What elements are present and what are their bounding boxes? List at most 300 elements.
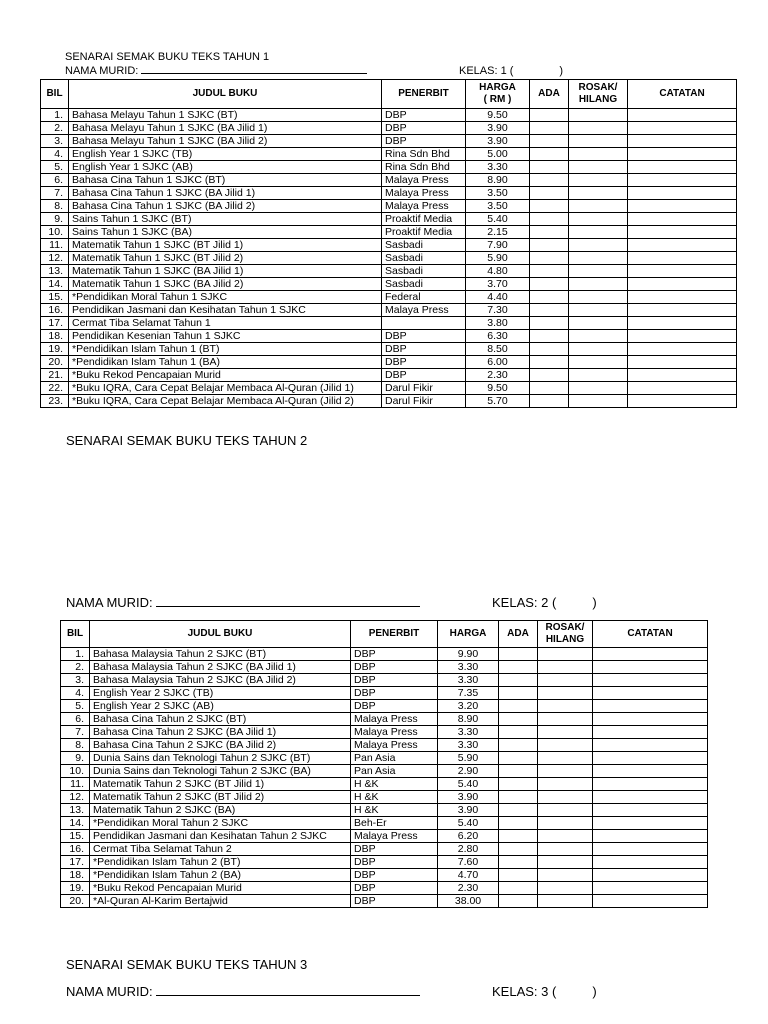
- cell-rosak-hilang[interactable]: [569, 200, 628, 213]
- cell-penerbit: Pan Asia: [351, 752, 438, 765]
- cell-ada[interactable]: [530, 356, 569, 369]
- cell-catatan[interactable]: [628, 187, 737, 200]
- cell-catatan[interactable]: [593, 648, 708, 661]
- cell-rosak-hilang[interactable]: [569, 265, 628, 278]
- cell-harga: 7.30: [466, 304, 530, 317]
- cell-rosak-hilang[interactable]: [538, 804, 593, 817]
- cell-catatan[interactable]: [628, 356, 737, 369]
- th-bil: BIL: [41, 80, 69, 109]
- cell-penerbit: H &K: [351, 791, 438, 804]
- cell-rosak-hilang[interactable]: [538, 661, 593, 674]
- cell-judul: Matematik Tahun 1 SJKC (BA Jilid 1): [69, 265, 382, 278]
- cell-judul: *Buku Rekod Pencapaian Murid: [69, 369, 382, 382]
- cell-rosak-hilang[interactable]: [569, 356, 628, 369]
- cell-rosak-hilang[interactable]: [569, 239, 628, 252]
- cell-bil: 20.: [41, 356, 69, 369]
- cell-rosak-hilang[interactable]: [569, 395, 628, 408]
- cell-penerbit: Malaya Press: [351, 830, 438, 843]
- cell-harga: 9.50: [466, 382, 530, 395]
- cell-catatan[interactable]: [628, 239, 737, 252]
- table-row: [41, 148, 737, 161]
- table-row: [41, 213, 737, 226]
- cell-bil: 15.: [41, 291, 69, 304]
- cell-ada[interactable]: [499, 843, 538, 856]
- cell-rosak-hilang[interactable]: [538, 778, 593, 791]
- cell-bil: 17.: [41, 317, 69, 330]
- cell-rosak-hilang[interactable]: [569, 122, 628, 135]
- cell-judul: Matematik Tahun 1 SJKC (BA Jilid 2): [69, 278, 382, 291]
- cell-rosak-hilang[interactable]: [538, 817, 593, 830]
- tahun3-nama-murid: [66, 984, 420, 999]
- cell-ada[interactable]: [530, 317, 569, 330]
- cell-bil: 4.: [61, 687, 90, 700]
- cell-judul: *Pendidikan Moral Tahun 2 SJKC: [90, 817, 351, 830]
- cell-catatan[interactable]: [593, 830, 708, 843]
- cell-rosak-hilang[interactable]: [569, 161, 628, 174]
- cell-catatan[interactable]: [628, 291, 737, 304]
- th-harga: HARGA: [438, 621, 499, 648]
- cell-judul: English Year 2 SJKC (TB): [90, 687, 351, 700]
- cell-rosak-hilang[interactable]: [569, 135, 628, 148]
- cell-bil: 9.: [61, 752, 90, 765]
- cell-rosak-hilang[interactable]: [538, 674, 593, 687]
- cell-bil: 6.: [41, 174, 69, 187]
- cell-judul: Bahasa Cina Tahun 1 SJKC (BT): [69, 174, 382, 187]
- cell-catatan[interactable]: [593, 752, 708, 765]
- th-rosak-2: HILANG: [545, 634, 585, 645]
- cell-penerbit: DBP: [351, 674, 438, 687]
- cell-ada[interactable]: [530, 109, 569, 122]
- cell-rosak-hilang[interactable]: [569, 252, 628, 265]
- cell-catatan[interactable]: [593, 791, 708, 804]
- cell-ada[interactable]: [530, 304, 569, 317]
- cell-judul: *Pendidikan Islam Tahun 2 (BT): [90, 856, 351, 869]
- tahun3-kelas-label: KELAS: 3 (: [492, 984, 557, 999]
- cell-catatan[interactable]: [628, 122, 737, 135]
- cell-judul: Bahasa Melayu Tahun 1 SJKC (BA Jilid 1): [69, 122, 382, 135]
- cell-catatan[interactable]: [628, 226, 737, 239]
- cell-rosak-hilang[interactable]: [538, 869, 593, 882]
- cell-harga: 6.00: [466, 356, 530, 369]
- cell-ada[interactable]: [499, 726, 538, 739]
- cell-judul: Bahasa Malaysia Tahun 2 SJKC (BT): [90, 648, 351, 661]
- cell-judul: Cermat Tiba Selamat Tahun 1: [69, 317, 382, 330]
- cell-rosak-hilang[interactable]: [538, 765, 593, 778]
- cell-ada[interactable]: [530, 148, 569, 161]
- cell-judul: Pendidikan Kesenian Tahun 1 SJKC: [69, 330, 382, 343]
- cell-catatan[interactable]: [628, 148, 737, 161]
- cell-rosak-hilang[interactable]: [569, 174, 628, 187]
- tahun1-table: [40, 79, 737, 408]
- cell-harga: 2.30: [438, 882, 499, 895]
- cell-penerbit: Rina Sdn Bhd: [382, 161, 466, 174]
- cell-catatan[interactable]: [628, 174, 737, 187]
- cell-ada[interactable]: [530, 174, 569, 187]
- cell-ada[interactable]: [530, 291, 569, 304]
- cell-penerbit: DBP: [351, 648, 438, 661]
- cell-harga: 3.30: [438, 661, 499, 674]
- cell-bil: 20.: [61, 895, 90, 908]
- cell-rosak-hilang[interactable]: [538, 726, 593, 739]
- table-row: [41, 174, 737, 187]
- cell-catatan[interactable]: [593, 804, 708, 817]
- cell-ada[interactable]: [530, 265, 569, 278]
- cell-harga: 3.30: [438, 739, 499, 752]
- cell-penerbit: DBP: [382, 356, 466, 369]
- cell-penerbit: Malaya Press: [382, 174, 466, 187]
- cell-harga: 5.70: [466, 395, 530, 408]
- table-row: [41, 109, 737, 122]
- cell-penerbit: Sasbadi: [382, 265, 466, 278]
- cell-bil: 13.: [61, 804, 90, 817]
- cell-penerbit: DBP: [351, 895, 438, 908]
- cell-bil: 2.: [61, 661, 90, 674]
- cell-catatan[interactable]: [628, 304, 737, 317]
- table-row: [61, 817, 708, 830]
- cell-harga: 3.80: [466, 317, 530, 330]
- cell-rosak-hilang[interactable]: [538, 648, 593, 661]
- cell-judul: Matematik Tahun 2 SJKC (BA): [90, 804, 351, 817]
- cell-rosak-hilang[interactable]: [569, 369, 628, 382]
- cell-catatan[interactable]: [593, 765, 708, 778]
- th-ada: ADA: [530, 80, 569, 109]
- th-rosak-1: ROSAK/: [545, 622, 585, 633]
- cell-catatan[interactable]: [593, 674, 708, 687]
- table-row: [61, 700, 708, 713]
- cell-catatan[interactable]: [593, 869, 708, 882]
- th-catatan: CATATAN: [628, 80, 737, 109]
- table-row: [41, 343, 737, 356]
- table-row: [61, 661, 708, 674]
- table-row: [41, 161, 737, 174]
- cell-ada[interactable]: [499, 895, 538, 908]
- cell-catatan[interactable]: [628, 395, 737, 408]
- cell-penerbit: Proaktif Media: [382, 226, 466, 239]
- cell-rosak-hilang[interactable]: [538, 700, 593, 713]
- cell-harga: 2.80: [438, 843, 499, 856]
- cell-harga: 38.00: [438, 895, 499, 908]
- table-row: [41, 265, 737, 278]
- cell-judul: *Buku Rekod Pencapaian Murid: [90, 882, 351, 895]
- cell-harga: 3.30: [438, 674, 499, 687]
- cell-judul: Dunia Sains dan Teknologi Tahun 2 SJKC (BT): [90, 752, 351, 765]
- cell-judul: *Pendidikan Islam Tahun 1 (BA): [69, 356, 382, 369]
- table-row: [41, 356, 737, 369]
- cell-ada[interactable]: [530, 135, 569, 148]
- table-row: [61, 869, 708, 882]
- cell-penerbit: Malaya Press: [382, 200, 466, 213]
- cell-bil: 12.: [41, 252, 69, 265]
- tahun1-title: SENARAI SEMAK BUKU TEKS TAHUN 1: [65, 51, 270, 63]
- cell-harga: 3.30: [466, 161, 530, 174]
- cell-bil: 1.: [61, 648, 90, 661]
- table-row: [61, 882, 708, 895]
- cell-penerbit: Malaya Press: [351, 713, 438, 726]
- cell-ada[interactable]: [499, 869, 538, 882]
- cell-catatan[interactable]: [593, 713, 708, 726]
- cell-bil: 3.: [61, 674, 90, 687]
- table-row: [61, 843, 708, 856]
- cell-ada[interactable]: [499, 882, 538, 895]
- cell-judul: Bahasa Malaysia Tahun 2 SJKC (BA Jilid 1): [90, 661, 351, 674]
- cell-bil: 6.: [61, 713, 90, 726]
- cell-ada[interactable]: [499, 687, 538, 700]
- cell-rosak-hilang[interactable]: [569, 304, 628, 317]
- table-row: [41, 226, 737, 239]
- cell-judul: Cermat Tiba Selamat Tahun 2: [90, 843, 351, 856]
- cell-bil: 19.: [41, 343, 69, 356]
- table-row: [41, 135, 737, 148]
- cell-judul: *Pendidikan Islam Tahun 1 (BT): [69, 343, 382, 356]
- cell-ada[interactable]: [499, 739, 538, 752]
- cell-ada[interactable]: [530, 252, 569, 265]
- cell-ada[interactable]: [530, 343, 569, 356]
- cell-bil: 9.: [41, 213, 69, 226]
- tahun1-nama-line[interactable]: [141, 73, 367, 74]
- cell-ada[interactable]: [530, 161, 569, 174]
- table-row: [61, 752, 708, 765]
- cell-judul: Bahasa Cina Tahun 2 SJKC (BT): [90, 713, 351, 726]
- cell-bil: 2.: [41, 122, 69, 135]
- table-row: [61, 856, 708, 869]
- cell-rosak-hilang[interactable]: [538, 791, 593, 804]
- cell-ada[interactable]: [499, 765, 538, 778]
- cell-penerbit: DBP: [351, 843, 438, 856]
- cell-ada[interactable]: [530, 239, 569, 252]
- cell-judul: Bahasa Cina Tahun 2 SJKC (BA Jilid 2): [90, 739, 351, 752]
- cell-ada[interactable]: [499, 752, 538, 765]
- table-row: [41, 239, 737, 252]
- cell-rosak-hilang[interactable]: [538, 830, 593, 843]
- cell-catatan[interactable]: [593, 726, 708, 739]
- cell-rosak-hilang[interactable]: [569, 148, 628, 161]
- cell-catatan[interactable]: [628, 382, 737, 395]
- cell-bil: 1.: [41, 109, 69, 122]
- cell-catatan[interactable]: [628, 135, 737, 148]
- cell-rosak-hilang[interactable]: [538, 843, 593, 856]
- th-judul: JUDUL BUKU: [69, 80, 382, 109]
- cell-judul: Bahasa Melayu Tahun 1 SJKC (BA Jilid 2): [69, 135, 382, 148]
- th-rosak-1: ROSAK/: [578, 82, 618, 93]
- cell-rosak-hilang[interactable]: [569, 109, 628, 122]
- tahun2-nama-label: NAMA MURID:: [66, 595, 153, 610]
- th-judul: JUDUL BUKU: [90, 621, 351, 648]
- cell-rosak-hilang[interactable]: [569, 278, 628, 291]
- tahun1-nama-murid: [65, 65, 367, 77]
- cell-bil: 11.: [41, 239, 69, 252]
- cell-penerbit: DBP: [351, 661, 438, 674]
- cell-catatan[interactable]: [593, 817, 708, 830]
- cell-catatan[interactable]: [628, 343, 737, 356]
- tahun2-nama-line[interactable]: [156, 606, 420, 607]
- cell-harga: 5.40: [438, 778, 499, 791]
- table-row: [61, 674, 708, 687]
- tahun1-nama-label: NAMA MURID:: [65, 65, 139, 77]
- cell-catatan[interactable]: [628, 161, 737, 174]
- cell-rosak-hilang[interactable]: [538, 687, 593, 700]
- cell-harga: 8.90: [438, 713, 499, 726]
- cell-harga: 3.90: [438, 791, 499, 804]
- cell-judul: Matematik Tahun 2 SJKC (BT Jilid 1): [90, 778, 351, 791]
- cell-catatan[interactable]: [628, 252, 737, 265]
- tahun3-kelas-close: ): [592, 984, 597, 999]
- cell-bil: 14.: [41, 278, 69, 291]
- cell-ada[interactable]: [530, 122, 569, 135]
- cell-catatan[interactable]: [593, 661, 708, 674]
- cell-judul: Bahasa Malaysia Tahun 2 SJKC (BA Jilid 2): [90, 674, 351, 687]
- cell-ada[interactable]: [499, 700, 538, 713]
- cell-bil: 21.: [41, 369, 69, 382]
- cell-harga: 7.90: [466, 239, 530, 252]
- cell-ada[interactable]: [499, 778, 538, 791]
- cell-penerbit: Darul Fikir: [382, 382, 466, 395]
- cell-harga: 3.50: [466, 200, 530, 213]
- cell-judul: Sains Tahun 1 SJKC (BA): [69, 226, 382, 239]
- cell-ada[interactable]: [499, 648, 538, 661]
- cell-catatan[interactable]: [628, 213, 737, 226]
- cell-harga: 7.60: [438, 856, 499, 869]
- cell-ada[interactable]: [499, 713, 538, 726]
- cell-catatan[interactable]: [628, 109, 737, 122]
- cell-ada[interactable]: [499, 817, 538, 830]
- cell-bil: 12.: [61, 791, 90, 804]
- cell-catatan[interactable]: [593, 895, 708, 908]
- th-bil: BIL: [61, 621, 90, 648]
- tahun3-nama-line[interactable]: [156, 995, 420, 996]
- cell-bil: 8.: [61, 739, 90, 752]
- cell-catatan[interactable]: [628, 369, 737, 382]
- cell-harga: 5.40: [438, 817, 499, 830]
- tahun3-kelas: [492, 984, 597, 999]
- cell-ada[interactable]: [530, 200, 569, 213]
- cell-ada[interactable]: [530, 226, 569, 239]
- cell-rosak-hilang[interactable]: [538, 713, 593, 726]
- cell-rosak-hilang[interactable]: [538, 882, 593, 895]
- cell-ada[interactable]: [499, 856, 538, 869]
- tahun2-title: SENARAI SEMAK BUKU TEKS TAHUN 2: [66, 433, 308, 448]
- cell-rosak-hilang[interactable]: [569, 291, 628, 304]
- table-row: [41, 187, 737, 200]
- cell-penerbit: Sasbadi: [382, 278, 466, 291]
- cell-harga: 2.15: [466, 226, 530, 239]
- cell-bil: 8.: [41, 200, 69, 213]
- table-row: [41, 122, 737, 135]
- cell-catatan[interactable]: [593, 843, 708, 856]
- cell-harga: 3.70: [466, 278, 530, 291]
- cell-ada[interactable]: [530, 187, 569, 200]
- tahun1-kelas: [459, 65, 563, 77]
- cell-ada[interactable]: [499, 661, 538, 674]
- cell-judul: *Buku IQRA, Cara Cepat Belajar Membaca Al-Quran (Jilid 2): [69, 395, 382, 408]
- cell-catatan[interactable]: [593, 882, 708, 895]
- cell-rosak-hilang[interactable]: [569, 330, 628, 343]
- cell-ada[interactable]: [499, 830, 538, 843]
- cell-penerbit: DBP: [382, 122, 466, 135]
- cell-harga: 3.20: [438, 700, 499, 713]
- th-harga: [466, 80, 530, 109]
- cell-harga: 6.20: [438, 830, 499, 843]
- cell-rosak-hilang[interactable]: [538, 895, 593, 908]
- cell-rosak-hilang[interactable]: [569, 317, 628, 330]
- cell-rosak-hilang[interactable]: [569, 187, 628, 200]
- cell-ada[interactable]: [499, 791, 538, 804]
- cell-catatan[interactable]: [593, 739, 708, 752]
- cell-catatan[interactable]: [628, 317, 737, 330]
- cell-rosak-hilang[interactable]: [538, 752, 593, 765]
- th-rosak: [569, 80, 628, 109]
- cell-rosak-hilang[interactable]: [538, 856, 593, 869]
- cell-rosak-hilang[interactable]: [569, 343, 628, 356]
- cell-ada[interactable]: [530, 382, 569, 395]
- table-row: [41, 200, 737, 213]
- cell-rosak-hilang[interactable]: [538, 739, 593, 752]
- cell-ada[interactable]: [530, 278, 569, 291]
- cell-catatan[interactable]: [593, 687, 708, 700]
- cell-ada[interactable]: [499, 804, 538, 817]
- table-row: [61, 765, 708, 778]
- cell-judul: English Year 1 SJKC (AB): [69, 161, 382, 174]
- cell-ada[interactable]: [530, 213, 569, 226]
- table-row: [41, 330, 737, 343]
- table-row: [41, 304, 737, 317]
- tahun2-kelas: [492, 595, 597, 610]
- th-penerbit: PENERBIT: [351, 621, 438, 648]
- cell-penerbit: Malaya Press: [382, 187, 466, 200]
- cell-ada[interactable]: [530, 395, 569, 408]
- cell-catatan[interactable]: [593, 778, 708, 791]
- cell-harga: 3.30: [438, 726, 499, 739]
- cell-bil: 11.: [61, 778, 90, 791]
- cell-rosak-hilang[interactable]: [569, 226, 628, 239]
- cell-catatan[interactable]: [628, 278, 737, 291]
- cell-judul: English Year 2 SJKC (AB): [90, 700, 351, 713]
- th-catatan: CATATAN: [593, 621, 708, 648]
- cell-catatan[interactable]: [628, 265, 737, 278]
- cell-rosak-hilang[interactable]: [569, 382, 628, 395]
- cell-judul: Bahasa Cina Tahun 1 SJKC (BA Jilid 1): [69, 187, 382, 200]
- cell-judul: Matematik Tahun 1 SJKC (BT Jilid 1): [69, 239, 382, 252]
- cell-harga: 3.90: [466, 135, 530, 148]
- tahun1-rows: [41, 109, 737, 408]
- cell-ada[interactable]: [530, 330, 569, 343]
- cell-bil: 14.: [61, 817, 90, 830]
- th-penerbit: PENERBIT: [382, 80, 466, 109]
- cell-catatan[interactable]: [628, 330, 737, 343]
- cell-judul: English Year 1 SJKC (TB): [69, 148, 382, 161]
- cell-bil: 23.: [41, 395, 69, 408]
- cell-ada[interactable]: [499, 674, 538, 687]
- cell-bil: 4.: [41, 148, 69, 161]
- cell-harga: 5.90: [466, 252, 530, 265]
- cell-bil: 10.: [61, 765, 90, 778]
- cell-ada[interactable]: [530, 369, 569, 382]
- cell-catatan[interactable]: [593, 700, 708, 713]
- cell-rosak-hilang[interactable]: [569, 213, 628, 226]
- tahun1-kelas-close: ): [559, 65, 564, 77]
- cell-penerbit: Malaya Press: [382, 304, 466, 317]
- table-row: [61, 778, 708, 791]
- th-harga-2: ( RM ): [483, 94, 512, 105]
- table-row: [61, 895, 708, 908]
- cell-harga: 5.90: [438, 752, 499, 765]
- cell-penerbit: DBP: [351, 869, 438, 882]
- cell-catatan[interactable]: [628, 200, 737, 213]
- cell-catatan[interactable]: [593, 856, 708, 869]
- cell-harga: 3.50: [466, 187, 530, 200]
- cell-bil: 5.: [41, 161, 69, 174]
- cell-penerbit: Malaya Press: [351, 739, 438, 752]
- cell-bil: 16.: [41, 304, 69, 317]
